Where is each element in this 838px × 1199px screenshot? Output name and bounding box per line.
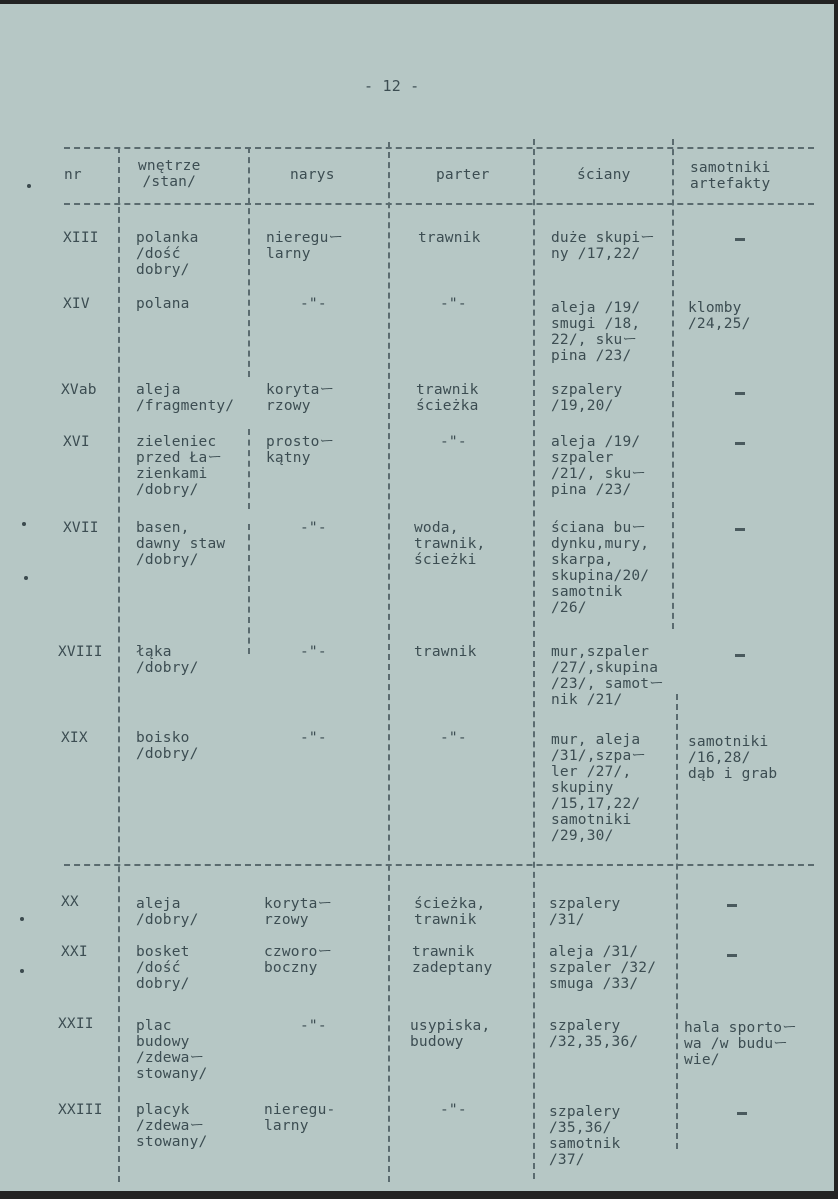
cell-parter: usypiska, budowy [410, 1018, 491, 1050]
page-number: - 12 - [364, 77, 420, 95]
cell-samotniki: samotniki /16,28/ dąb i grab [688, 734, 778, 782]
cell-sciany: aleja /19/ smugi /18, 22/, skuー pina /23/ [551, 300, 641, 364]
cell-samotniki-dash [727, 954, 737, 957]
cell-parter: -"- [440, 730, 467, 746]
margin-mark [22, 522, 26, 526]
cell-parter: ścieżka, trawnik [414, 896, 486, 928]
cell-sciany: aleja /19/ szpaler /21/, skuー pina /23/ [551, 434, 647, 498]
cell-nr: XVII [63, 520, 99, 536]
header-wnetrze: wnętrze /stan/ [138, 158, 201, 190]
cell-parter: trawnik zadeptany [412, 944, 493, 976]
cell-samotniki-dash [727, 904, 737, 907]
margin-mark [20, 969, 24, 973]
margin-mark [24, 576, 28, 580]
cell-narys: korytaー rzowy [264, 896, 333, 928]
cell-nr: XIX [61, 730, 88, 746]
header-narys: narys [290, 167, 335, 183]
cell-narys: -"- [300, 730, 327, 746]
cell-nr: XVIII [58, 644, 103, 660]
cell-parter: trawnik [414, 644, 477, 660]
cell-sciany: duże skupiー ny /17,22/ [551, 230, 655, 262]
cell-sciany: szpalery /35,36/ samotnik /37/ [549, 1104, 621, 1168]
cell-wnetrze: polanka /dość dobry/ [136, 230, 199, 278]
margin-mark [27, 184, 31, 188]
cell-wnetrze: basen, dawny staw /dobry/ [136, 520, 226, 568]
cell-wnetrze: placyk /zdewaー stowany/ [136, 1102, 208, 1150]
cell-narys: -"- [300, 296, 327, 312]
cell-nr: XXII [58, 1016, 94, 1032]
cell-samotniki-dash [735, 654, 745, 657]
cell-nr: XVI [63, 434, 90, 450]
cell-samotniki-dash [737, 1112, 747, 1115]
cell-sciany: szpalery /31/ [549, 896, 621, 928]
cell-samotniki: klomby /24,25/ [688, 300, 751, 332]
cell-sciany: szpalery /19,20/ [551, 382, 623, 414]
document-page [0, 4, 834, 1191]
cell-nr: XIII [63, 230, 99, 246]
cell-wnetrze: aleja /dobry/ [136, 896, 199, 928]
cell-nr: XIV [63, 296, 90, 312]
cell-sciany: ściana buー dynku,mury, skarpa, skupina/20/ samotnik /26/ [551, 520, 650, 616]
cell-sciany: mur, aleja /31/,szpaー ler /27/, skupiny /15,17,22/ samotniki /29,30/ [551, 732, 647, 844]
cell-sciany: aleja /31/ szpaler /32/ smuga /33/ [549, 944, 657, 992]
header-parter: parter [436, 167, 490, 183]
cell-wnetrze: polana [136, 296, 190, 312]
cell-sciany: szpalery /32,35,36/ [549, 1018, 639, 1050]
cell-samotniki-dash [735, 238, 745, 241]
cell-wnetrze: aleja /fragmenty/ [136, 382, 235, 414]
cell-parter: trawnik [418, 230, 481, 246]
cell-narys: niereguー larny [266, 230, 344, 262]
margin-mark [20, 917, 24, 921]
cell-sciany: mur,szpaler /27/,skupina /23/, samotー nik /21/ [551, 644, 664, 708]
cell-nr: XXI [61, 944, 88, 960]
cell-wnetrze: plac budowy /zdewaー stowany/ [136, 1018, 208, 1082]
cell-wnetrze: łąka /dobry/ [136, 644, 199, 676]
cell-samotniki-dash [735, 392, 745, 395]
cell-parter: -"- [440, 1102, 467, 1118]
cell-parter: -"- [440, 296, 467, 312]
cell-samotniki-dash [735, 442, 745, 445]
cell-narys: -"- [300, 644, 327, 660]
cell-narys: czworoー boczny [264, 944, 333, 976]
cell-wnetrze: boisko /dobry/ [136, 730, 199, 762]
cell-wnetrze: zieleniec przed Łaー zienkami /dobry/ [136, 434, 223, 498]
cell-narys: -"- [300, 520, 327, 536]
cell-parter: trawnik ścieżka [416, 382, 479, 414]
header-samotniki: samotniki artefakty [690, 160, 771, 192]
header-sciany: ściany [577, 167, 631, 183]
cell-parter: -"- [440, 434, 467, 450]
cell-wnetrze: bosket /dość dobry/ [136, 944, 190, 992]
cell-narys: -"- [300, 1018, 327, 1034]
cell-parter: woda, trawnik, ścieżki [414, 520, 486, 568]
cell-narys: nieregu- larny [264, 1102, 336, 1134]
header-nr: nr [64, 167, 82, 183]
cell-samotniki-dash [735, 528, 745, 531]
cell-narys: prostoー kątny [266, 434, 335, 466]
cell-nr: XX [61, 894, 79, 910]
cell-nr: XXIII [58, 1102, 103, 1118]
cell-nr: XVab [61, 382, 97, 398]
cell-samotniki: hala sportoー wa /w buduー wie/ [684, 1020, 797, 1068]
cell-narys: korytaー rzowy [266, 382, 335, 414]
